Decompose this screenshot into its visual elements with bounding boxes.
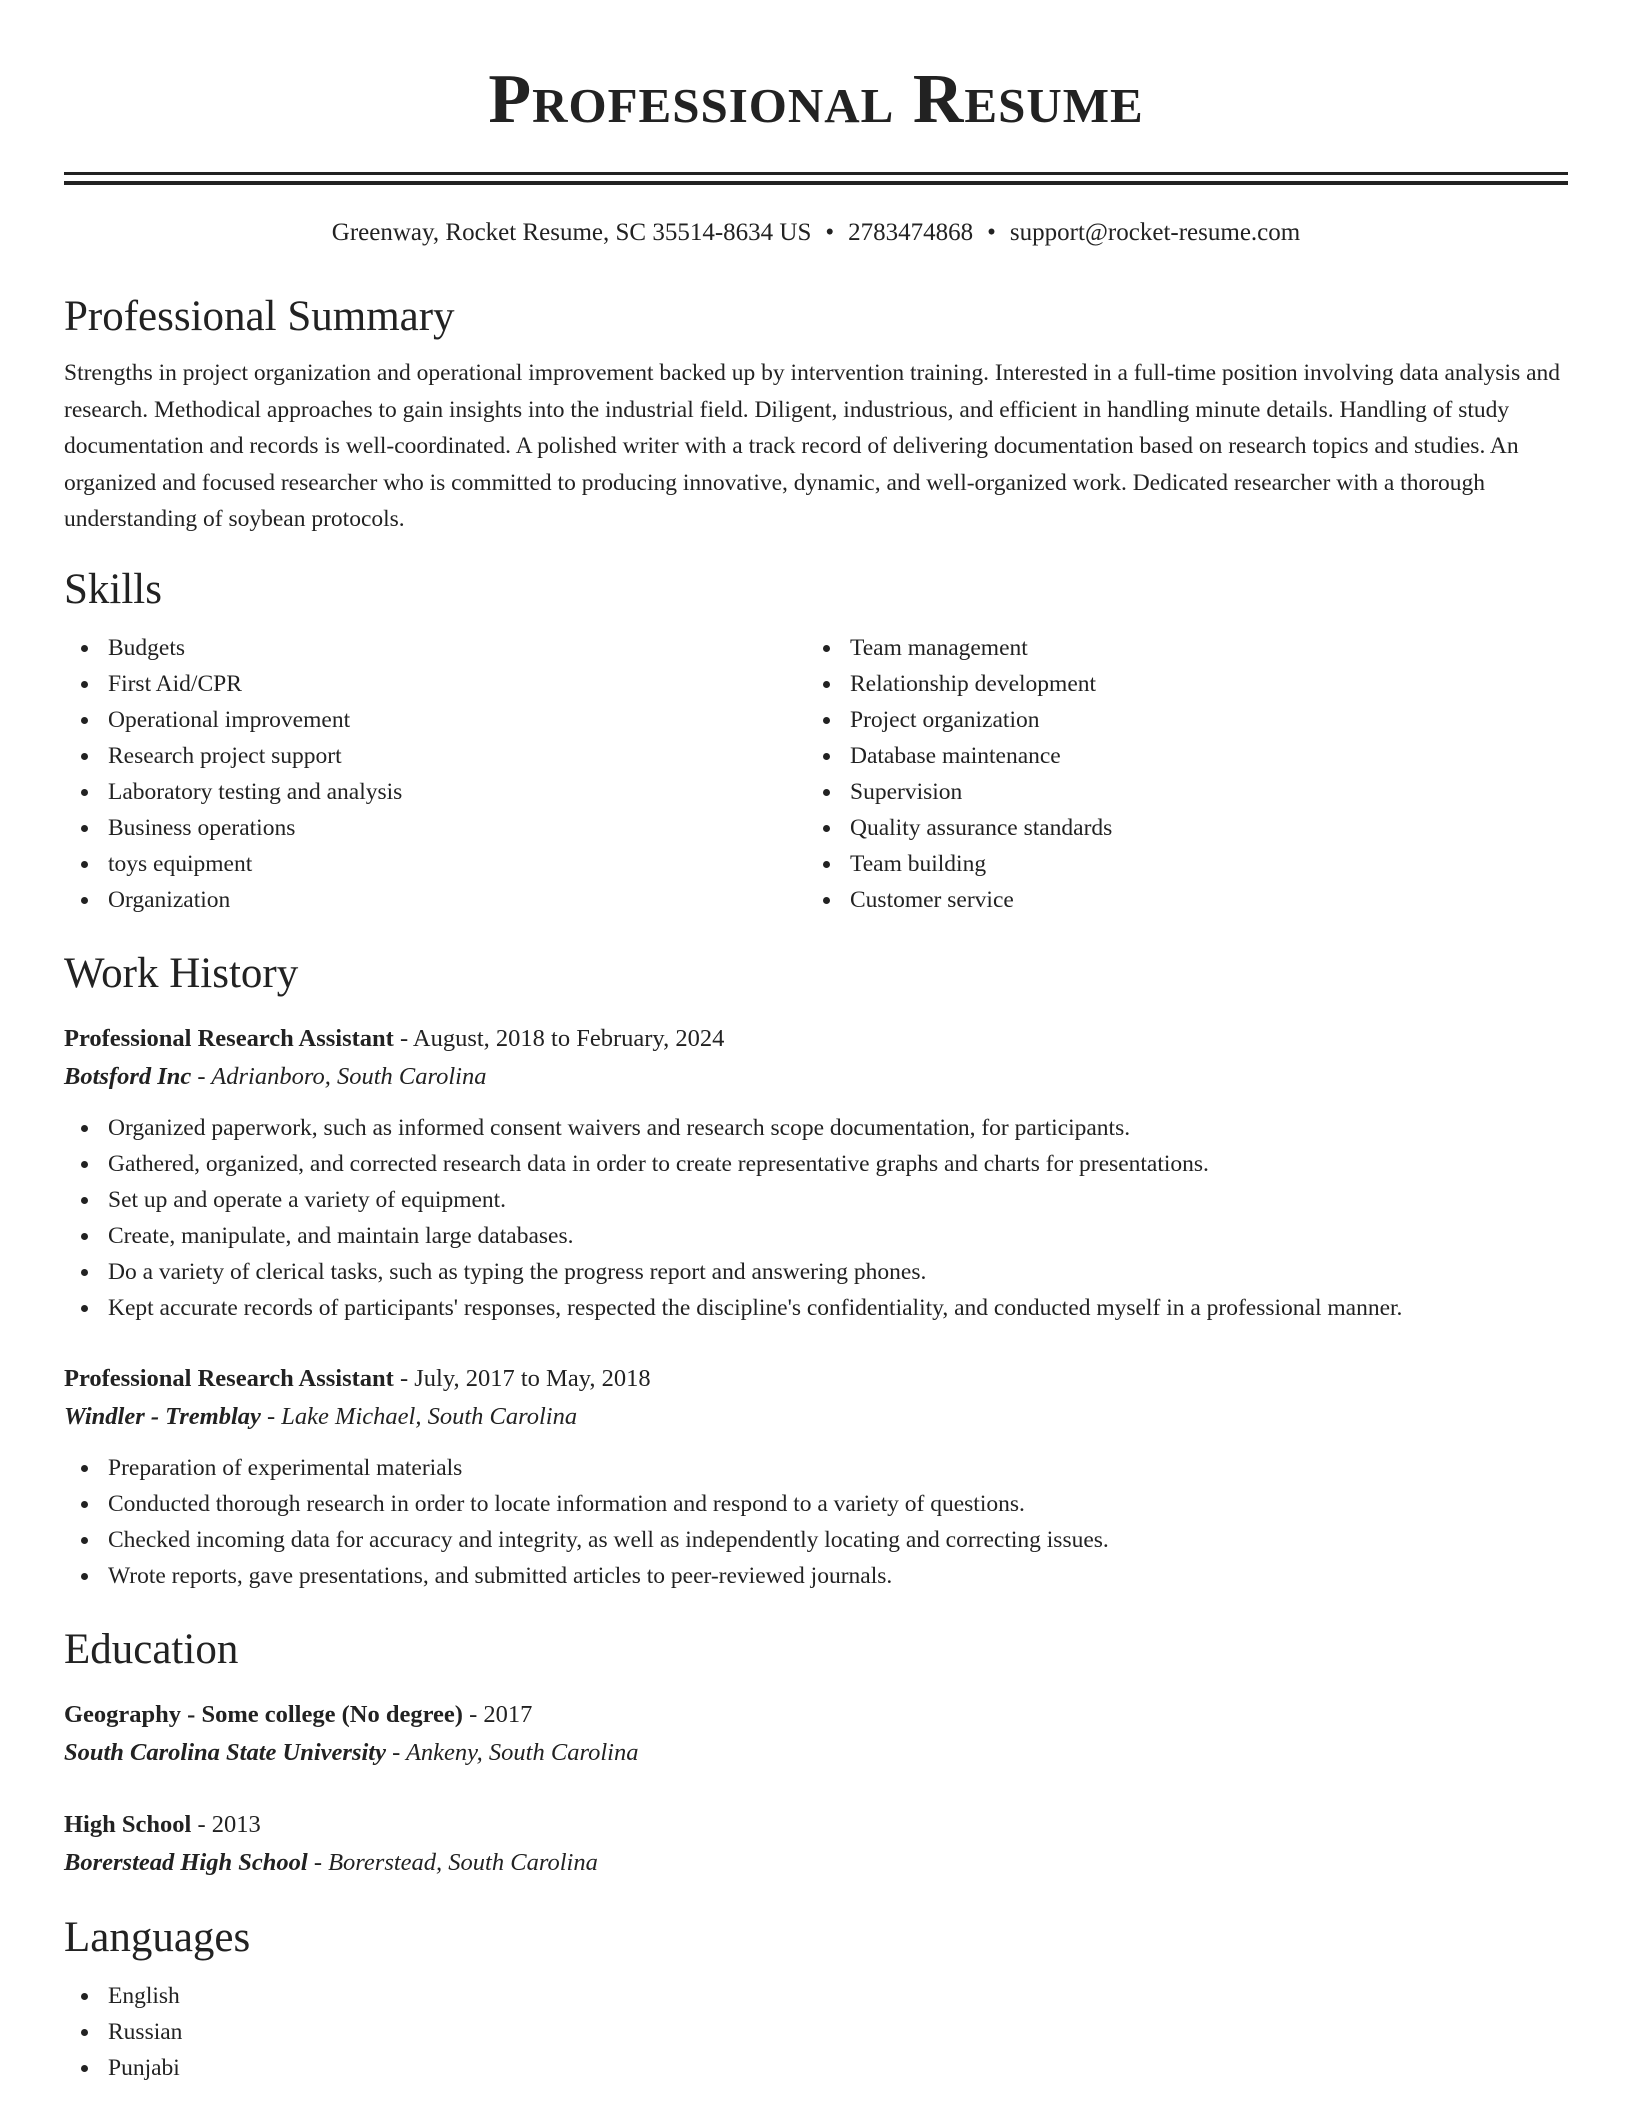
skill-item: Relationship development <box>806 666 1548 702</box>
job-entry <box>64 1360 1568 1594</box>
languages-heading: Languages <box>64 1913 251 1961</box>
education-school-line <box>64 1734 1568 1772</box>
contact-line <box>64 213 1568 253</box>
work-history-heading: Work History <box>64 949 299 997</box>
job-title: Professional Research Assistant <box>64 1364 394 1392</box>
duty-item: Conducted thorough research in order to locate information and respond to a variety of questions. <box>64 1486 1568 1522</box>
duty-item: Organized paperwork, such as informed consent waivers and research scope documentation, for participants. <box>64 1110 1568 1146</box>
job-entry <box>64 1020 1568 1326</box>
job-company-line <box>64 1398 1568 1436</box>
education-degree-line <box>64 1806 1568 1844</box>
skill-item: toys equipment <box>64 846 806 882</box>
education-entry <box>64 1696 1568 1772</box>
job-location: - Adrianboro, South Carolina <box>191 1062 487 1090</box>
job-company-line <box>64 1058 1568 1096</box>
education-school: South Carolina State University <box>64 1738 386 1766</box>
job-title: Professional Research Assistant <box>64 1024 394 1052</box>
education-degree: Geography - Some college (No degree) <box>64 1700 463 1728</box>
skill-item: Supervision <box>806 774 1548 810</box>
job-title-line <box>64 1360 1568 1398</box>
job-location: - Lake Michael, South Carolina <box>260 1402 578 1430</box>
language-item: Russian <box>64 2014 1568 2050</box>
title-divider <box>64 172 1568 185</box>
skills-column-left <box>64 630 806 918</box>
summary-heading: Professional Summary <box>64 293 455 340</box>
education-year: - 2017 <box>462 1700 533 1728</box>
job-duties <box>64 1110 1568 1326</box>
education-location: - Borerstead, South Carolina <box>307 1848 598 1876</box>
skill-item: Operational improvement <box>64 702 806 738</box>
duty-item: Checked incoming data for accuracy and integrity, as well as independently locating and correcting issues. <box>64 1522 1568 1558</box>
education-entry <box>64 1806 1568 1882</box>
skill-item: Project organization <box>806 702 1548 738</box>
job-dates: - August, 2018 to February, 2024 <box>393 1024 725 1052</box>
duty-item: Wrote reports, gave presentations, and submitted articles to peer-reviewed journals. <box>64 1558 1568 1594</box>
skills-heading: Skills <box>64 565 162 613</box>
duty-item: Preparation of experimental materials <box>64 1450 1568 1486</box>
contact-phone: 2783474868 <box>848 219 974 246</box>
language-item: English <box>64 1978 1568 2014</box>
skill-item: Business operations <box>64 810 806 846</box>
skill-item: First Aid/CPR <box>64 666 806 702</box>
skills-column-right <box>806 630 1548 918</box>
skills-list-left <box>64 630 806 918</box>
education-school-line <box>64 1844 1568 1882</box>
skill-item: Organization <box>64 882 806 918</box>
job-duties <box>64 1450 1568 1594</box>
skill-item: Team management <box>806 630 1548 666</box>
education-location: - Ankeny, South Carolina <box>385 1738 639 1766</box>
contact-separator: • <box>987 219 996 246</box>
duty-item: Do a variety of clerical tasks, such as typing the progress report and answering phones. <box>64 1254 1568 1290</box>
job-dates: - July, 2017 to May, 2018 <box>393 1364 651 1392</box>
languages-list <box>64 1978 1568 2086</box>
contact-separator: • <box>825 219 835 246</box>
skills-list-right <box>806 630 1548 918</box>
language-item: Punjabi <box>64 2050 1568 2086</box>
job-company: Windler - Tremblay <box>64 1402 261 1430</box>
skill-item: Budgets <box>64 630 806 666</box>
resume-title: Professional Resume <box>488 61 1144 138</box>
skill-item: Team building <box>806 846 1548 882</box>
skill-item: Database maintenance <box>806 738 1548 774</box>
education-degree-line <box>64 1696 1568 1734</box>
education-heading: Education <box>64 1625 239 1673</box>
job-company: Botsford Inc <box>64 1062 192 1090</box>
contact-email: support@rocket-resume.com <box>1009 219 1301 246</box>
skill-item: Laboratory testing and analysis <box>64 774 806 810</box>
job-title-line <box>64 1020 1568 1058</box>
education-year: - 2013 <box>191 1810 261 1838</box>
skill-item: Quality assurance standards <box>806 810 1548 846</box>
duty-item: Gathered, organized, and corrected research data in order to create representative graphs and charts for presentations. <box>64 1146 1568 1182</box>
skills-columns <box>64 630 1568 918</box>
summary-text: Strengths in project organization and operational improvement backed up by intervention training. Interested in a full-time position involving data analysis and research. Methodical approaches to gain insights into the industrial field. Diligent, industrious, and efficient in handling minute details. Handling of study documentation and records is well-coordinated. A polished writer with a track record of delivering documentation based on research topics and studies. An organized and focused researcher who is committed to producing innovative, dynamic, and well-organized work. Dedicated researcher with a thorough understanding of soybean protocols. <box>64 360 1561 532</box>
skill-item: Customer service <box>806 882 1548 918</box>
duty-item: Set up and operate a variety of equipment. <box>64 1182 1568 1218</box>
duty-item: Kept accurate records of participants' responses, respected the discipline's confidentiality, and conducted myself in a professional manner. <box>64 1290 1568 1326</box>
contact-address: Greenway, Rocket Resume, SC 35514-8634 US <box>331 219 812 246</box>
education-school: Borerstead High School <box>64 1848 308 1876</box>
duty-item: Create, manipulate, and maintain large databases. <box>64 1218 1568 1254</box>
skill-item: Research project support <box>64 738 806 774</box>
education-degree: High School <box>64 1810 192 1838</box>
